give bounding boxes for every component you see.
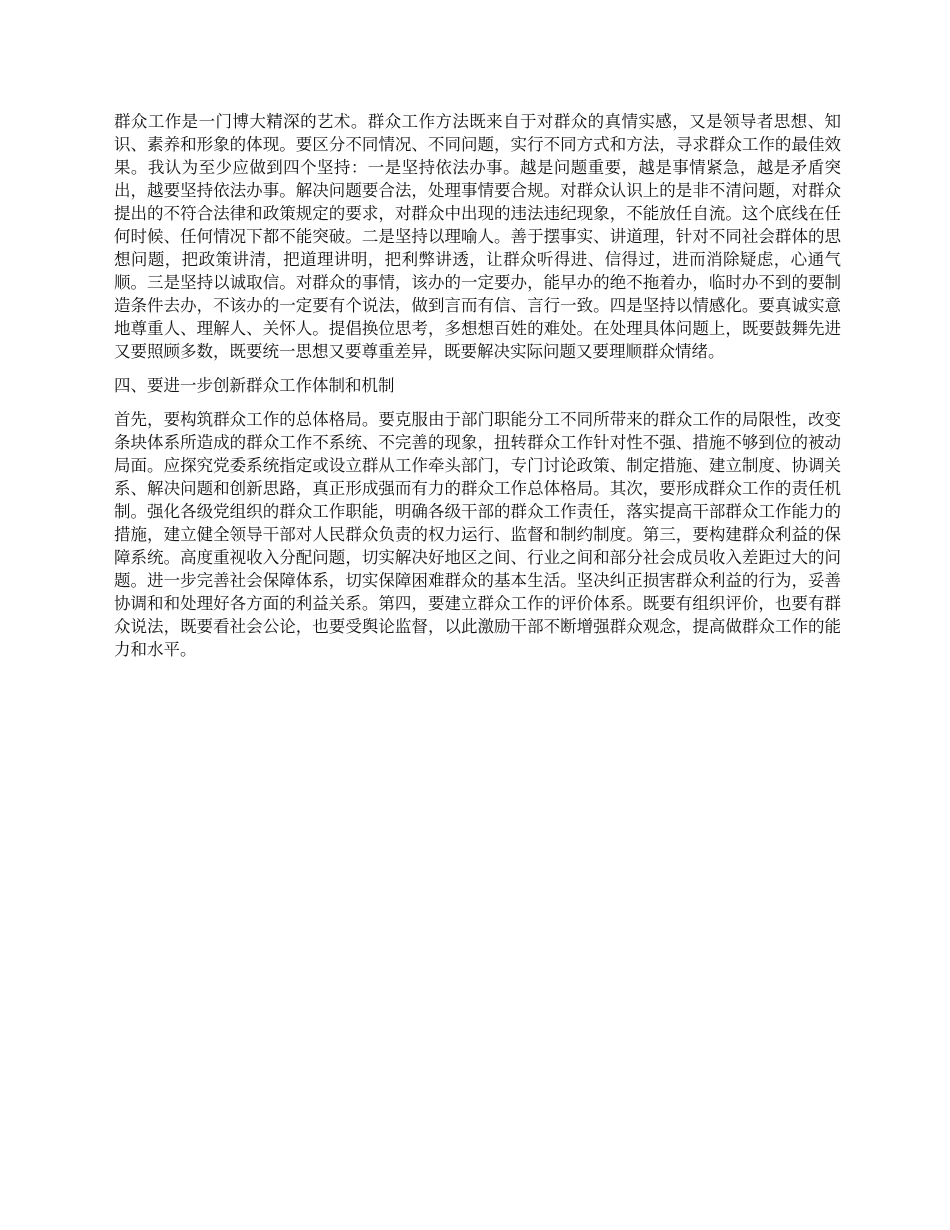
paragraph-mass-work-methods: 群众工作是一门博大精深的艺术。群众工作方法既来自于对群众的真情实感，又是领导者思想、知识、素养和形象的体现。要区分不同情况、不同问题，实行不同方式和方法，寻求群众工作的最佳效果。我认为至少应做到四个坚持：一是坚持依法办事。越是问题重要，越是事情紧急，越是矛盾突出，越要坚持依法办事。解决问题要合法，处理事情要合规。对群众认识上的是非不清问题，对群众提出的不符合法律和政策规定的要求，对群众中出现的违法违纪现象，不能放任自流。这个底线在任何时候、任何情况下都不能突破。二是坚持以理喻人。善于摆事实、讲道理，针对不同社会群体的思想问题，把政策讲清，把道理讲明，把利弊讲透，让群众听得进、信得过，进而消除疑虑，心通气顺。三是坚持以诚取信。对群众的事情，该办的一定要办，能早办的绝不拖着办，临时办不到的要制造条件去办，不该办的一定要有个说法，做到言而有信、言行一致。四是坚持以情感化。要真诚实意地尊重人、理解人、关怀人。提倡换位思考，多想想百姓的难处。在处理具体问题上，既要鼓舞先进又要照顾多数，既要统一思想又要尊重差异，既要解决实际问题又要理顺群众情绪。 xyxy=(114,112,841,361)
document-body xyxy=(114,110,841,661)
section-heading: 四、要进一步创新群众工作体制和机制 xyxy=(114,376,395,395)
paragraph-mass-work-mechanism: 首先，要构筑群众工作的总体格局。要克服由于部门职能分工不同所带来的群众工作的局限性，改变条块体系所造成的群众工作不系统、不完善的现象，扭转群众工作针对性不强、措施不够到位的被动局面。应探究党委系统指定或设立群从工作牵头部门，专门讨论政策、制定措施、建立制度、协调关系、解决问题和创新思路，真正形成强而有力的群众工作总体格局。其次，要形成群众工作的责任机制。强化各级党组织的群众工作职能，明确各级干部的群众工作责任，落实提高干部群众工作能力的措施，建立健全领导干部对人民群众负责的权力运行、监督和制约制度。第三，要构建群众利益的保障系统。高度重视收入分配问题，切实解决好地区之间、行业之间和部分社会成员收入差距过大的问题。进一步完善社会保障体系，切实保障困难群众的基本生活。坚决纠正损害群众利益的行为，妥善协调和和处理好各方面的利益关系。第四，要建立群众工作的评价体系。既要有组织评价，也要有群众说法，既要看社会公论，也要受舆论监督，以此激励干部不断增强群众观念，提高做群众工作的能力和水平。 xyxy=(114,410,841,659)
